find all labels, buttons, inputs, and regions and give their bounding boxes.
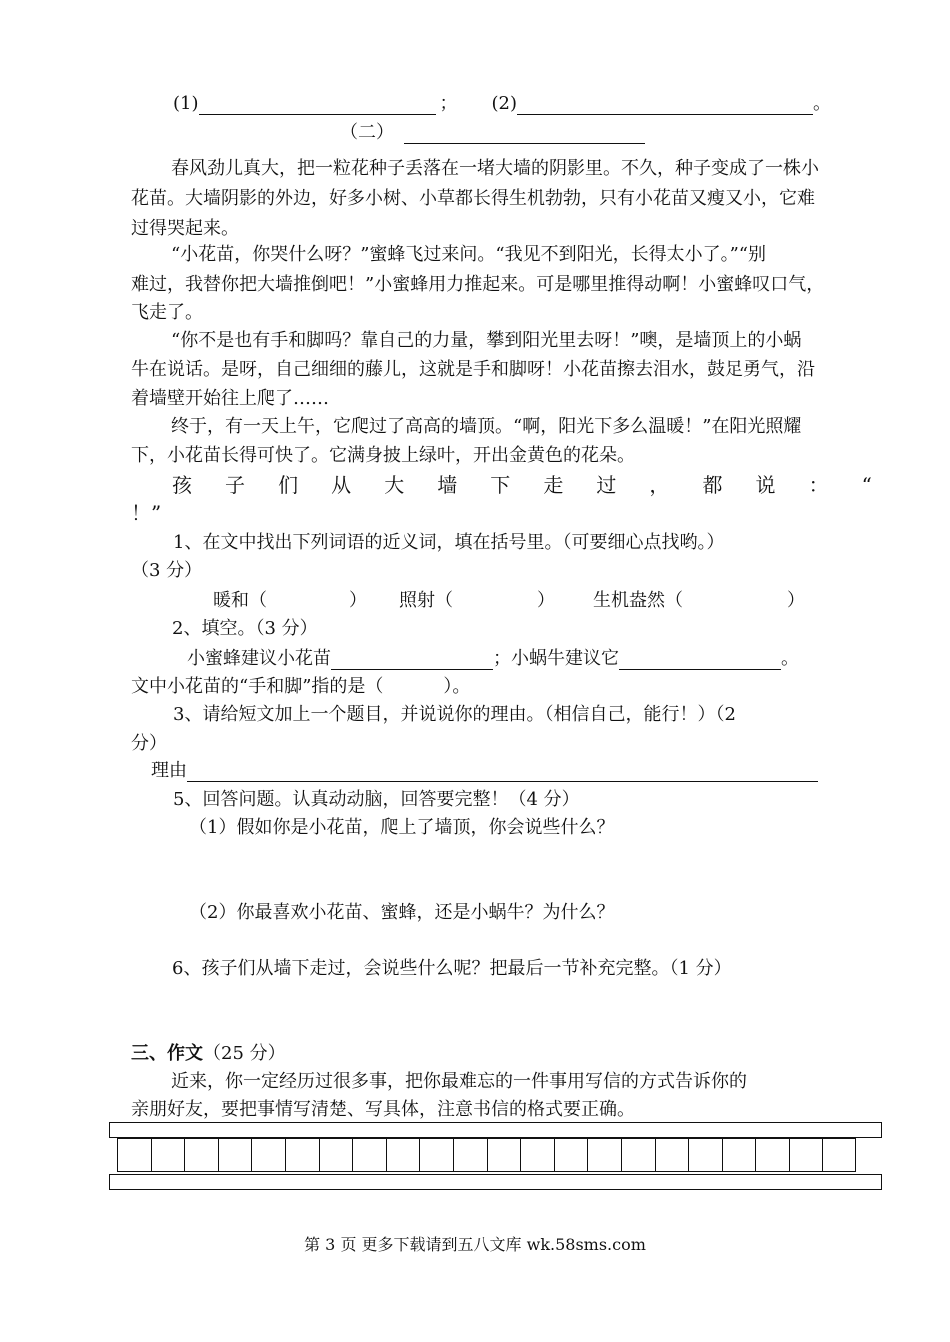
q6-text: 6、孩子们从墙下走过，会说些什么呢？把最后一节补充完整。（1 分） <box>172 958 732 979</box>
q2-part-e: ）。 <box>443 676 471 697</box>
q2-blank-b[interactable] <box>619 651 781 670</box>
passage-line: 花苗。大墙阴影的外边，好多小树、小草都长得生机勃勃，只有小花苗又瘦又小，它难 <box>131 188 815 209</box>
top-blank-line <box>173 93 831 115</box>
q1-word2: 照射（ <box>399 590 453 611</box>
grid-bottom-bar <box>109 1174 882 1190</box>
q2-part-b: ；小蜗牛建议它 <box>493 648 619 669</box>
q3-reason-line <box>151 760 818 782</box>
passage-line: 下，小花苗长得可快了。它满身披上绿叶，开出金黄色的花朵。 <box>131 445 635 466</box>
grid-cell[interactable] <box>587 1138 621 1172</box>
grid-cell[interactable] <box>520 1138 554 1172</box>
passage-line: 春风劲儿真大，把一粒花种子丢落在一堵大墙的阴影里。不久，种子变成了一株小 <box>171 158 819 179</box>
q2-line1 <box>187 648 799 670</box>
q1-words <box>213 590 805 612</box>
grid-cell[interactable] <box>386 1138 420 1172</box>
kids-char: 孩 <box>172 473 192 497</box>
q1-word1-close: ） <box>349 590 367 611</box>
q5-part2: （2）你最喜欢小花苗、蜜蜂，还是小蜗牛？为什么？ <box>189 902 615 923</box>
grid-cell[interactable] <box>487 1138 521 1172</box>
kids-char: 们 <box>278 473 299 497</box>
grid-cell-row <box>117 1138 856 1172</box>
q3-text: 3、请给短文加上一个题目，并说说你的理由。（相信自己，能行！）（2 <box>173 704 736 725</box>
grid-cell[interactable] <box>722 1138 756 1172</box>
q1-word3: 生机盎然（ <box>593 590 683 611</box>
q2-line2 <box>131 676 470 698</box>
kids-char: ， <box>649 473 670 497</box>
section2-label: （二） <box>340 122 394 143</box>
grid-cell[interactable] <box>319 1138 353 1172</box>
kids-char: “ <box>861 473 872 497</box>
q2-part-c: 。 <box>781 648 799 669</box>
kids-char: 都 <box>702 473 723 497</box>
kids-char: 从 <box>331 473 352 497</box>
blank-end: 。 <box>813 93 831 114</box>
kids-line-end: ！” <box>131 501 162 525</box>
grid-cell[interactable] <box>789 1138 823 1172</box>
writing-grid <box>109 1122 882 1190</box>
kids-line <box>172 474 872 496</box>
q1-score: （3 分） <box>131 560 203 581</box>
kids-char: 大 <box>384 473 405 497</box>
blank-sep: ； <box>439 93 458 114</box>
q1-word2-close: ） <box>537 590 555 611</box>
q1-word3-close: ） <box>787 590 805 611</box>
q5-title: 5、回答问题。认真动动脑，回答要完整！（4 分） <box>173 789 580 810</box>
q2-title: 2、填空。（3 分） <box>172 618 318 639</box>
grid-top-bar <box>109 1122 882 1138</box>
q2-blank-a[interactable] <box>331 651 493 670</box>
q1-word1: 暖和（ <box>213 590 267 611</box>
q3-reason-blank[interactable] <box>187 763 818 782</box>
kids-char: 子 <box>225 473 246 497</box>
kids-char: 墙 <box>437 473 458 497</box>
kids-char: 走 <box>543 473 564 497</box>
passage-line: 牛在说话。是呀，自己细细的藤儿，这就是手和脚呀！小花苗擦去泪水，鼓足勇气，沿 <box>131 359 815 380</box>
grid-cell[interactable] <box>453 1138 487 1172</box>
section3-score: （25 分） <box>203 1043 286 1064</box>
section2-title-blank[interactable] <box>404 125 645 144</box>
passage-line: 着墙壁开始往上爬了…… <box>131 388 329 409</box>
passage-line: 飞走了。 <box>131 302 203 323</box>
passage-line: 终于，有一天上午，它爬过了高高的墙顶。“啊，阳光下多么温暖！”在阳光照耀 <box>171 416 802 437</box>
blank2-underline[interactable] <box>517 96 813 115</box>
q5-part1: （1）假如你是小花苗，爬上了墙顶，你会说些什么？ <box>189 817 615 838</box>
section3-heading-line <box>131 1043 286 1065</box>
blank1-underline[interactable] <box>199 96 436 115</box>
grid-cell[interactable] <box>755 1138 789 1172</box>
kids-char: 说 <box>755 473 776 497</box>
q2-part-a: 小蜜蜂建议小花苗 <box>187 648 331 669</box>
grid-cell[interactable] <box>822 1138 856 1172</box>
blank1-label: (1) <box>173 93 199 114</box>
section3-line2: 亲朋好友，要把事情写清楚、写具体，注意书信的格式要正确。 <box>131 1099 635 1120</box>
section3-heading: 三、作文 <box>131 1043 203 1064</box>
passage-line: 难过，我替你把大墙推倒吧！”小蜜蜂用力推起来。可是哪里推得动啊！小蜜蜂叹口气， <box>131 274 825 295</box>
kids-char: 过 <box>596 473 617 497</box>
passage-line: “小花苗，你哭什么呀？”蜜蜂飞过来问。“我见不到阳光，长得太小了。”“别 <box>171 244 767 265</box>
grid-cell[interactable] <box>218 1138 252 1172</box>
q2-part-d: 文中小花苗的“手和脚”指的是（ <box>131 676 384 697</box>
kids-char: 下 <box>490 473 511 497</box>
q3-reason-label: 理由 <box>151 760 187 781</box>
passage-line: “你不是也有手和脚吗？靠自己的力量，攀到阳光里去呀！”噢，是墙顶上的小蜗 <box>171 330 802 351</box>
grid-cell[interactable] <box>419 1138 453 1172</box>
kids-char: ： <box>808 473 829 497</box>
grid-cell[interactable] <box>117 1138 151 1172</box>
passage-line: 过得哭起来。 <box>131 218 239 239</box>
section2-title-line <box>340 122 645 144</box>
blank2-label: (2) <box>491 93 517 114</box>
q3-text2: 分） <box>131 733 167 754</box>
grid-cell[interactable] <box>688 1138 722 1172</box>
section3-line1: 近来，你一定经历过很多事，把你最难忘的一件事用写信的方式告诉你的 <box>171 1071 747 1092</box>
grid-cell[interactable] <box>285 1138 319 1172</box>
q1-text: 1、在文中找出下列词语的近义词，填在括号里。（可要细心点找哟。） <box>173 532 725 553</box>
grid-cell[interactable] <box>251 1138 285 1172</box>
grid-cell[interactable] <box>554 1138 588 1172</box>
grid-cell[interactable] <box>655 1138 689 1172</box>
page-footer: 第 3 页 更多下载请到五八文库 wk.58sms.com <box>304 1235 646 1254</box>
grid-cell[interactable] <box>184 1138 218 1172</box>
grid-cell[interactable] <box>151 1138 185 1172</box>
grid-cell[interactable] <box>621 1138 655 1172</box>
grid-cell[interactable] <box>352 1138 386 1172</box>
